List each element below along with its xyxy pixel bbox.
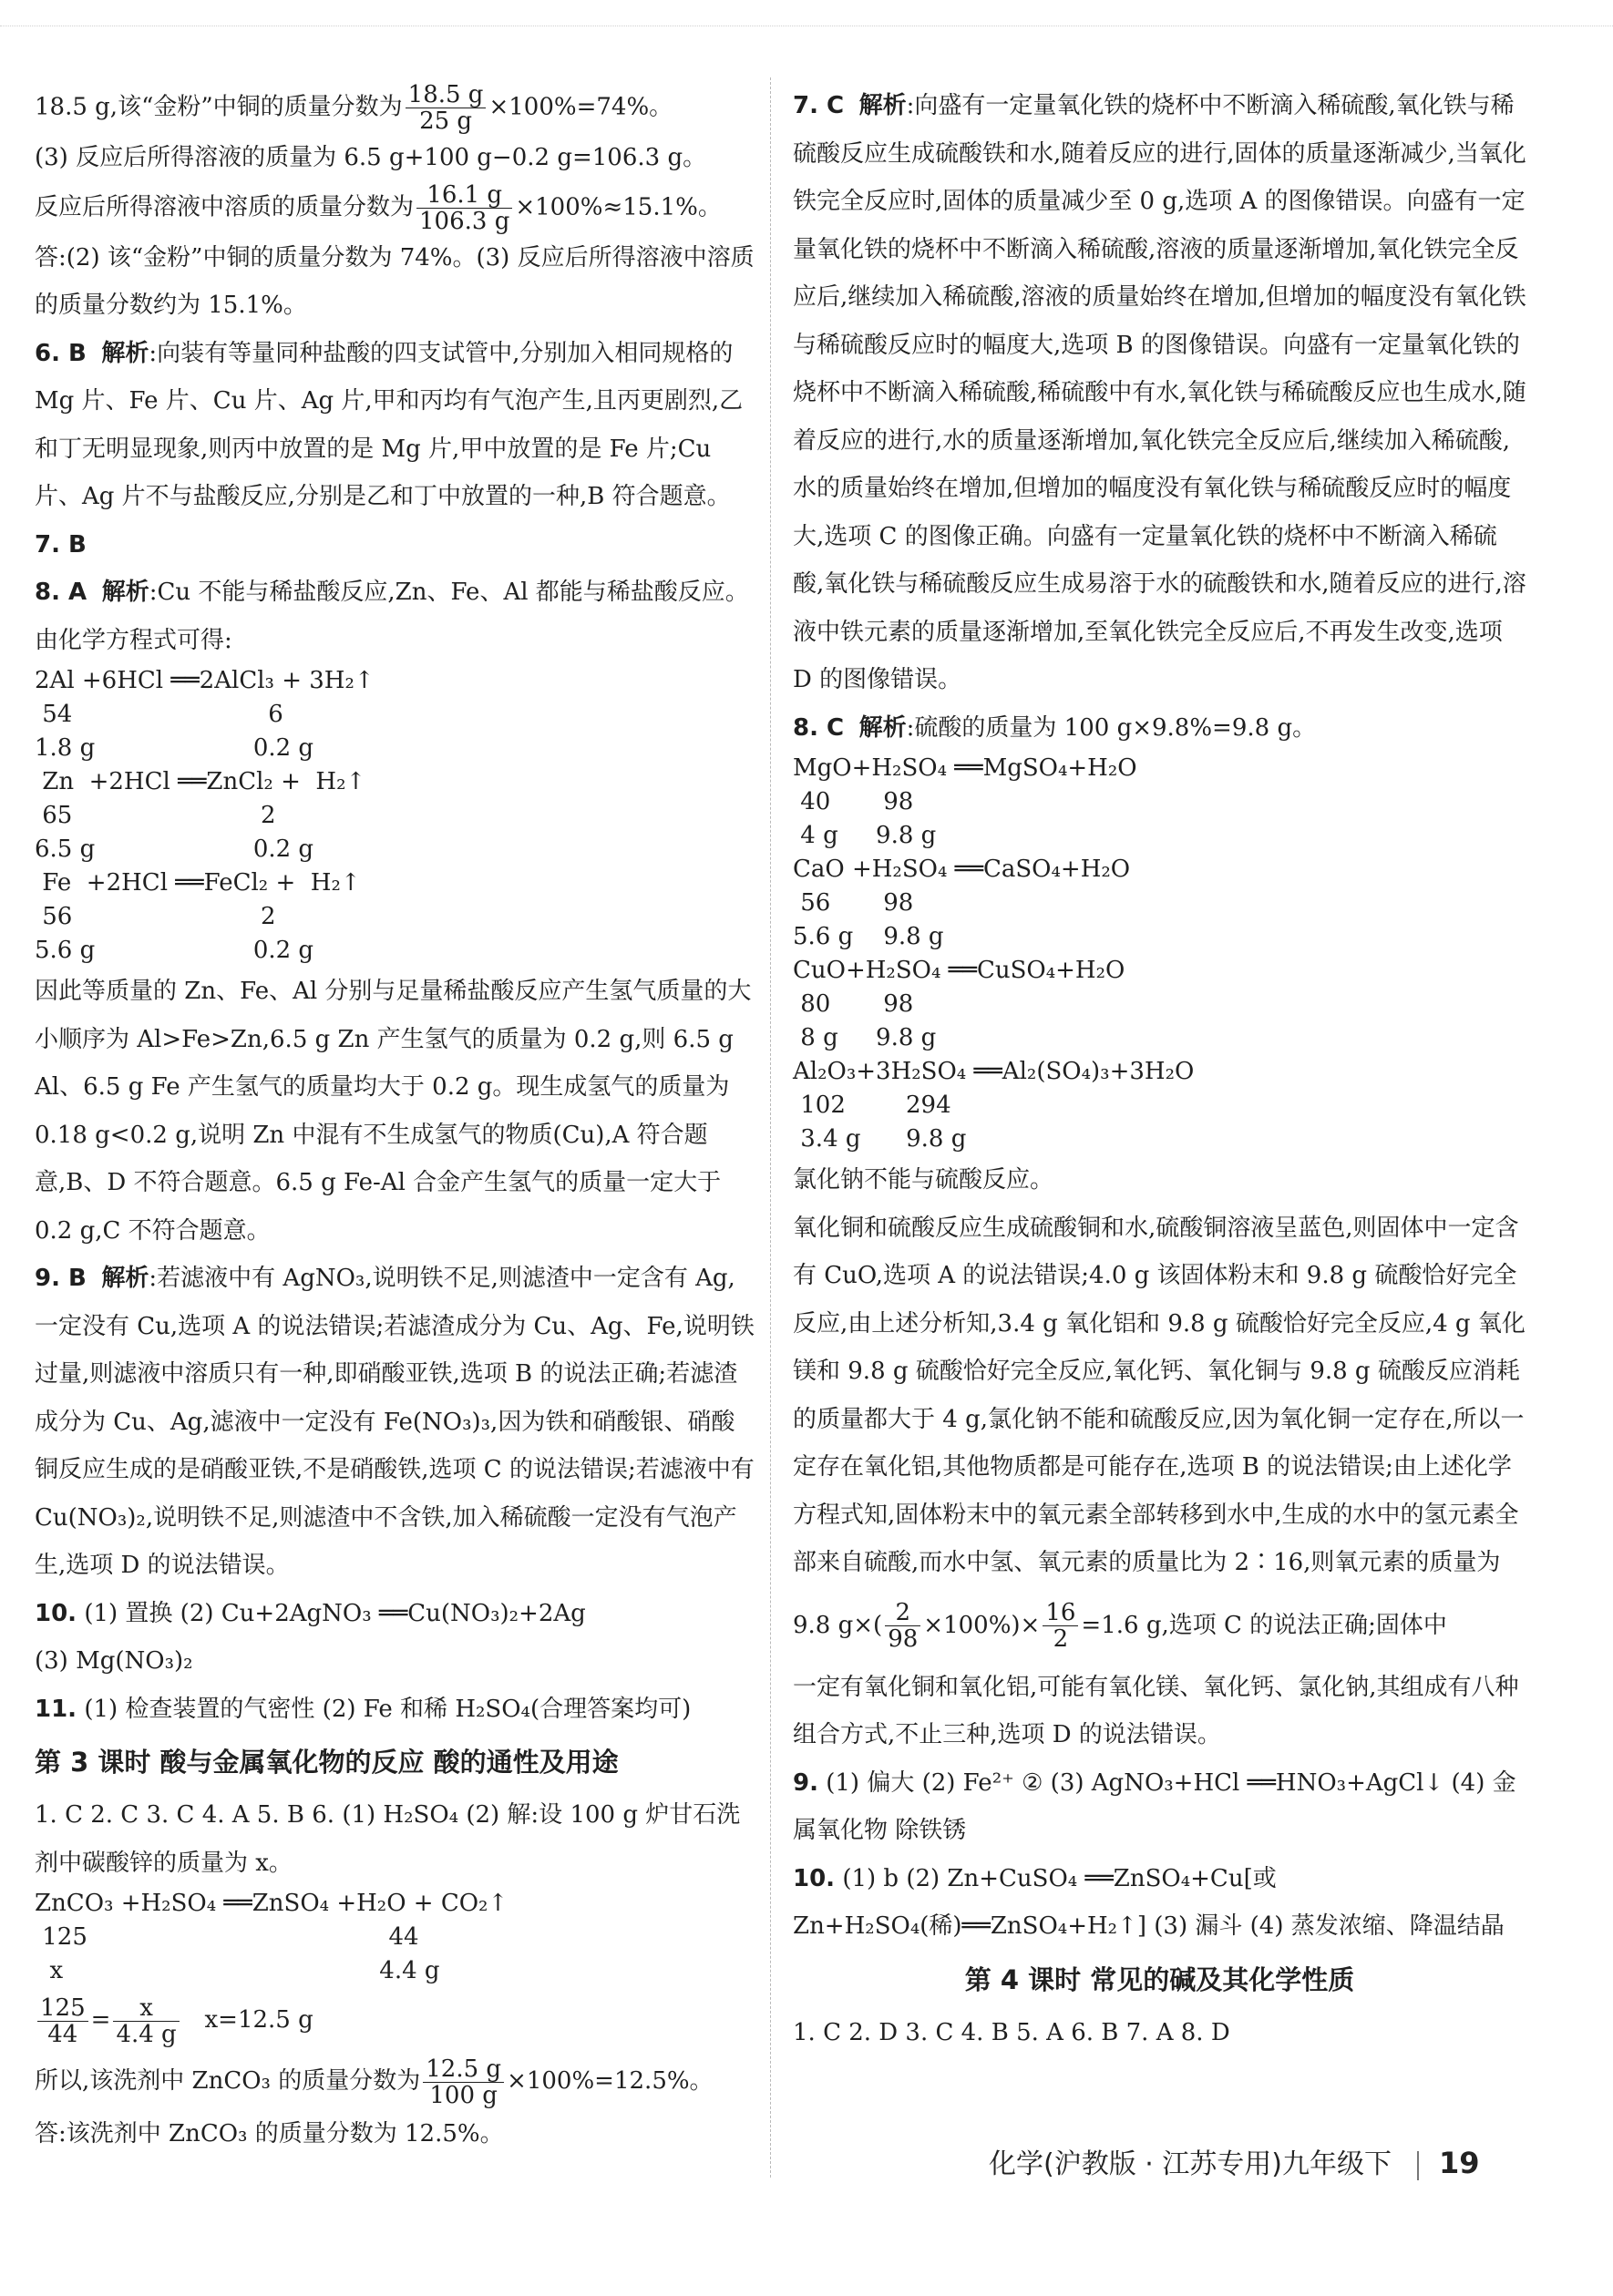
question-10: 10. (1) 置换 (2) Cu+2AgNO₃ ══Cu(NO₃)₂+2Ag xyxy=(35,1599,586,1627)
fraction: $\frac{125}{44}$ xyxy=(37,1995,88,2047)
paragraph: 因此等质量的 Zn、Fe、Al 分别与足量稀盐酸反应产生氢气质量的大小顺序为 Al>Fe>Zn,6.5 g Zn 产生氢气的质量为 0.2 g,则 6.5 g Al、6.5 g Fe 产生氢气的质量均大于 0.2 g。现生成氢气的质量为 0.18 g<0.2 g,说明 Zn 中混有不生成氢气的物质(Cu),A 符合题意,B、D 不符合题意。6.5 g Fe-Al 合金产生氢气的质量一定大于 0.2 g,C 不符合题意。 xyxy=(35,978,752,1245)
left-column xyxy=(35,82,755,2158)
right-column xyxy=(793,82,1526,2056)
question-8: 8. C 解析:硫酸的质量为 100 g×9.8%=9.8 g。 xyxy=(793,713,1317,742)
question-10: 10. (1) b (2) Zn+CuSO₄ ══ZnSO₄+Cu[或 Zn+H₂SO₄(稀)══ZnSO₄+H₂↑] (3) 漏斗 (4) 蒸发浓缩、降温结晶 xyxy=(793,1864,1505,1940)
paragraph: 氧化铜和硫酸反应生成硫酸铜和水,硫酸铜溶液呈蓝色,则固体中一定含有 CuO,选项 A 的说法错误;4.0 g 该固体粉末和 9.8 g 硫酸恰好完全反应,由上述分析知,3.4 g 氧化铝和 9.8 g 硫酸恰好完全反应,4 g 氧化镁和 9.8 g 硫酸恰好完全反应,氧化钙、氧化铜与 9.8 g 硫酸反应消耗的质量都大于 4 g,氯化钠不能和硫酸反应,因为氧化铜一定存在,所以一定存在氧化铝,其他物质都是可能存在,选项 B 的说法错误;由上述化学方程式知,固体粉末中的氧元素全部转移到水中,生成的水中的氢元素全部来自硫酸,而水中氢、氧元素的质量比为 2∶16,则氧元素的质量为 xyxy=(793,1214,1526,1576)
equation-cuo: CuO+H₂SO₄ ══CuSO₄+H₂O 80 98 8 g 9.8 g xyxy=(793,957,1125,1051)
paragraph: 氯化钠不能与硫酸反应。 xyxy=(793,1166,1054,1194)
page-footer xyxy=(989,2141,1480,2181)
equation-al2o3: Al₂O₃+3H₂SO₄ ══Al₂(SO₄)₃+3H₂O 102 294 3.4 g 9.8 g xyxy=(793,1058,1195,1153)
answers-lesson-4: 1. C 2. D 3. C 4. B 5. A 6. B 7. A 8. D xyxy=(793,2018,1230,2046)
fraction: $\frac{12.5 g}{100 g}$ xyxy=(423,2056,504,2108)
column-divider xyxy=(770,77,771,2178)
paragraph: (3) 反应后所得溶液的质量为 6.5 g+100 g−0.2 g=106.3 g。 xyxy=(35,144,707,171)
paragraph: 一定有氧化铜和氧化铝,可能有氧化镁、氧化钙、氯化钠,其组成有八种组合方式,不止三种,选项 D 的说法错误。 xyxy=(793,1673,1519,1748)
fraction: $\frac{16}{2}$ xyxy=(1043,1600,1078,1652)
equation-zn: Zn +2HCl ══ZnCl₂ + H₂↑ 65 2 6.5 g 0.2 g xyxy=(35,768,366,863)
question-10-part3: (3) Mg(NO₃)₂ xyxy=(35,1647,193,1675)
fraction: $\frac{x}{4.4 g}$ xyxy=(113,1995,179,2047)
question-9: 9. B 解析:若滤液中有 AgNO₃,说明铁不足,则滤渣中一定含有 Ag,一定没有 Cu,选项 A 的说法错误;若滤渣成分为 Cu、Ag、Fe,说明铁过量,则滤液中溶质只有一种,即硝酸亚铁,选项 B 的说法正确;若滤渣成分为 Cu、Ag,滤液中一定没有 Fe(NO₃)₃,因为铁和硝酸银、硝酸铜反应生成的是硝酸亚铁,不是硝酸铁,选项 C 的说法错误;若滤液中有 Cu(NO₃)₂,说明铁不足,则滤渣中不含铁,加入稀硫酸一定没有气泡产生,选项 D 的说法错误。 xyxy=(35,1265,755,1579)
section-title-lesson-4: 第 4 课时 常见的碱及其化学性质 xyxy=(964,1963,1355,1995)
question-9: 9. (1) 偏大 (2) Fe²⁺ ② (3) AgNO₃+HCl ══HNO₃+AgCl↓ (4) 金属氧化物 除铁锈 xyxy=(793,1768,1516,1844)
question-6: 6. B 解析:向装有等量同种盐酸的四支试管中,分别加入相同规格的 Mg 片、Fe 片、Cu 片、Ag 片,甲和丙均有气泡产生,且丙更剧烈,乙和丁无明显现象,则丙中放置的是 Mg 片,甲中放置的是 Fe 片;Cu 片、Ag 片不与盐酸反应,分别是乙和丁中放置的一种,B 符合题意。 xyxy=(35,339,744,510)
page-number: 19 xyxy=(1439,2146,1480,2180)
equation-al: 2Al +6HCl ══2AlCl₃ + 3H₂↑ 54 6 1.8 g 0.2 g xyxy=(35,667,375,762)
calculation: 9.8 g×( $\frac{2}{98}$ ×100%)× $\frac{16}{2}$ =1.6 g,选项 C 的说法正确;固体中 xyxy=(793,1599,1447,1653)
answer-paragraph: 答:(2) 该“金粉”中铜的质量分数为 74%。(3) 反应后所得溶液中溶质的质量分数约为 15.1%。 xyxy=(35,243,755,319)
equation-fe: Fe +2HCl ══FeCl₂ + H₂↑ 56 2 5.6 g 0.2 g xyxy=(35,869,361,964)
question-11: 11. (1) 检查装置的气密性 (2) Fe 和稀 H₂SO₄(合理答案均可) xyxy=(35,1695,692,1723)
fraction: $\frac{18.5 g}{25 g}$ xyxy=(406,82,487,134)
book-title: 化学(沪教版 · 江苏专用)九年级下 xyxy=(989,2148,1392,2180)
paragraph: 反应后所得溶液中溶质的质量分数为 $\frac{16.1 g}{106.3 g}$ ×100%≈15.1%。 xyxy=(35,180,722,235)
answers-lesson-3: 1. C 2. C 3. C 4. A 5. B 6. (1) H₂SO₄ (2) 解:设 100 g 炉甘石洗剂中碳酸锌的质量为 x。 xyxy=(35,1801,741,1877)
answer-paragraph: 答:该洗剂中 ZnCO₃ 的质量分数为 12.5%。 xyxy=(35,2120,504,2147)
ratio-equation: $\frac{125}{44}$ = $\frac{x}{4.4 g}$ x=12.5 g xyxy=(35,1988,755,2052)
fraction: $\frac{16.1 g}{106.3 g}$ xyxy=(416,182,512,234)
equation-znco3: ZnCO₃ +H₂SO₄ ══ZnSO₄ +H₂O + CO₂↑ 125 44 x 4.4 g xyxy=(35,1890,509,1984)
footer-divider xyxy=(1417,2151,1419,2180)
equation-mgo: MgO+H₂SO₄ ══MgSO₄+H₂O 40 98 4 g 9.8 g xyxy=(793,754,1137,849)
fraction: $\frac{2}{98}$ xyxy=(885,1600,920,1652)
paragraph: 所以,该洗剂中 ZnCO₃ 的质量分数为 $\frac{12.5 g}{100 g}$ ×100%=12.5%。 xyxy=(35,2055,714,2109)
question-7: 7. B xyxy=(35,530,87,559)
section-title-lesson-3: 第 3 课时 酸与金属氧化物的反应 酸的通性及用途 xyxy=(35,1747,619,1778)
equation-cao: CaO +H₂SO₄ ══CaSO₄+H₂O 56 98 5.6 g 9.8 g xyxy=(793,856,1131,950)
paragraph: 18.5 g,该“金粉”中铜的质量分数为 $\frac{18.5 g}{25 g}$ ×100%=74%。 xyxy=(35,81,673,135)
question-7: 7. C 解析:向盛有一定量氧化铁的烧杯中不断滴入稀硫酸,氧化铁与稀硫酸反应生成硫酸铁和水,随着反应的进行,固体的质量逐渐减少,当氧化铁完全反应时,固体的质量减少至 0 g,选项 A 的图像错误。向盛有一定量氧化铁的烧杯中不断滴入稀硫酸,溶液的质量逐渐增加,氧化铁完全反应后,继续加入稀硫酸,溶液的质量始终在增加,但增加的幅度没有氧化铁与稀硫酸反应时的幅度大,选项 B 的图像错误。向盛有一定量氧化铁的烧杯中不断滴入稀硫酸,稀硫酸中有水,氧化铁与稀硫酸反应也生成水,随着反应的进行,水的质量逐渐增加,氧化铁完全反应后,继续加入稀硫酸,水的质量始终在增加,但增加的幅度没有氧化铁与稀硫酸反应时的幅度大,选项 C 的图像正确。向盛有一定量氧化铁的烧杯中不断滴入稀硫酸,氧化铁与稀硫酸反应生成易溶于水的硫酸铁和水,随着反应的进行,溶液中铁元素的质量逐渐增加,至氧化铁完全反应后,不再发生改变,选项 D 的图像错误。 xyxy=(793,92,1526,693)
question-8: 8. A 解析:Cu 不能与稀盐酸反应,Zn、Fe、Al 都能与稀盐酸反应。由化学方程式可得: xyxy=(35,579,749,654)
